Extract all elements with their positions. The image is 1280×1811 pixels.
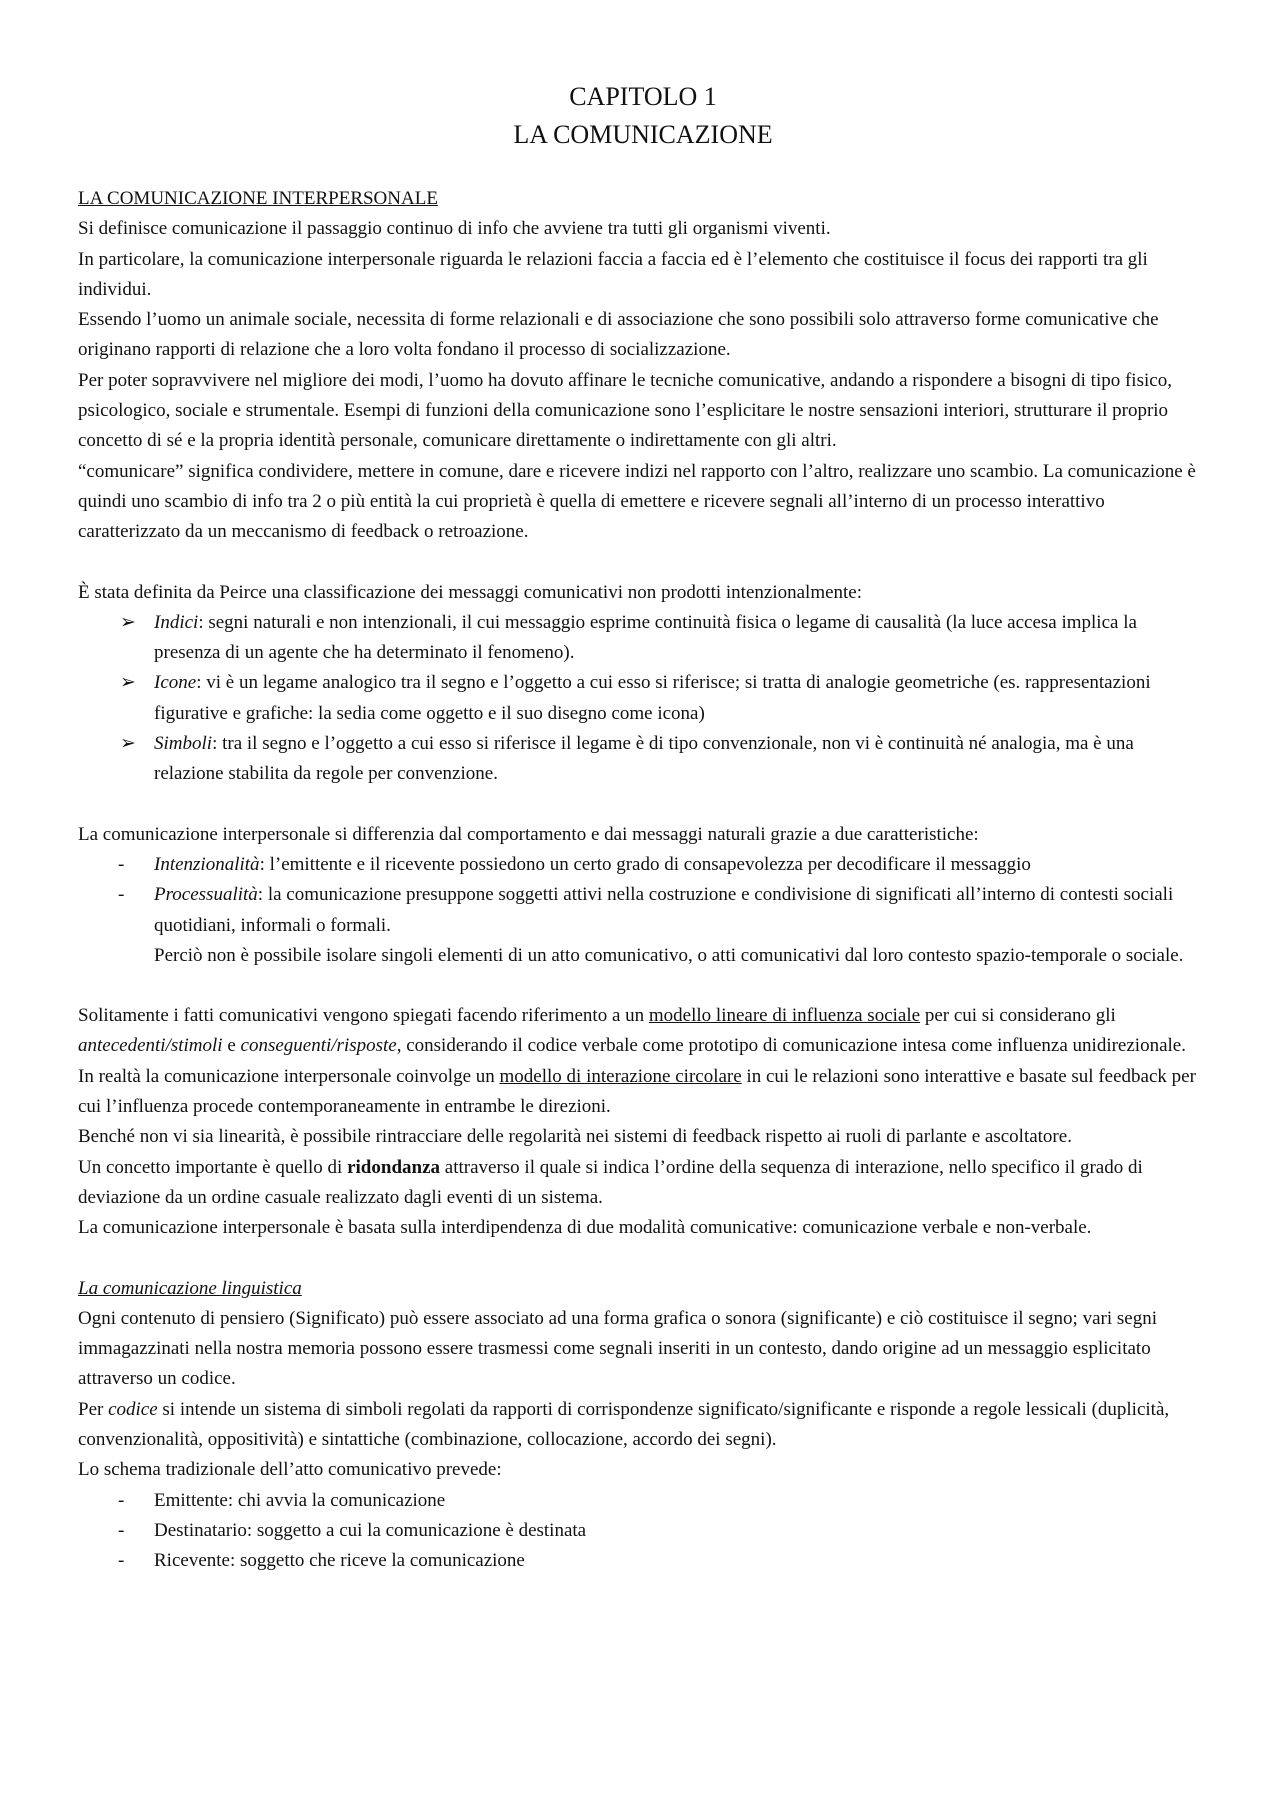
- paragraph-codice: Per codice si intende un sistema di simboli regolati da rapporti di corrispondenze significato/significante e risponde a regole lessicali (duplicità, convenzionalità, oppositività) e sintattiche (combinazione, collocazione, accordo dei segni).: [78, 1398, 1170, 1450]
- list-item-text: : l’emittente e il ricevente possiedono un certo grado di consapevolezza per decodificare il messaggio: [259, 853, 1031, 875]
- list-item: [78, 1546, 1208, 1576]
- underlined-term: modello lineare di influenza sociale: [648, 1005, 921, 1027]
- list-item-term: Icone: [154, 672, 197, 694]
- paragraph-models-1: Solitamente i fatti comunicativi vengono spiegati facendo riferimento a un modello lineare di influenza sociale per cui si considerano gli antecedenti/stimoli e conseguenti/risposte, considerando il codice verbale come prototipo di comunicazione intesa come influenza unidirezionale.: [78, 1005, 1186, 1057]
- paragraph-features-intro: La comunicazione interpersonale si differenzia dal comportamento e dai messaggi naturali grazie a due caratteristiche:: [78, 823, 979, 845]
- list-item-text: Emittente: chi avvia la comunicazione: [154, 1489, 446, 1511]
- paragraph: “comunicare” significa condividere, mettere in comune, dare e ricevere indizi nel rapporto con l’altro, realizzare uno scambio. La comunicazione è quindi uno scambio di info tra 2 o più entità la cui proprietà è quella di emettere e ricevere segnali all’interno di un processo interattivo caratterizzato da un meccanismo di feedback o retroazione.: [78, 460, 1196, 543]
- dash-bullet: -: [118, 1489, 125, 1511]
- schema-list: [78, 1486, 1208, 1577]
- paragraph-models-2: In realtà la comunicazione interpersonale coinvolge un modello di interazione circolare in cui le relazioni sono interattive e basate sul feedback per cui l’influenza procede contemporaneamente in entrambe le direzioni.: [78, 1065, 1196, 1118]
- page-content: [78, 78, 1208, 1576]
- italic-term: antecedenti/stimoli: [78, 1035, 223, 1057]
- paragraph: La comunicazione interpersonale è basata sulla interdipendenza di due modalità comunicative: comunicazione verbale e non-verbale.: [78, 1217, 1092, 1239]
- list-item-term: Indici: [154, 611, 199, 633]
- peirce-list: [78, 608, 1208, 790]
- list-item-text: : la comunicazione presuppone soggetti attivi nella costruzione e condivisione di significati all’interno di contesti sociali quotidiani, informali o formali.: [154, 884, 1174, 936]
- dash-bullet: -: [118, 1519, 125, 1541]
- list-item-text: Destinatario: soggetto a cui la comunicazione è destinata: [154, 1519, 587, 1541]
- section-heading-linguistica: La comunicazione linguistica: [78, 1277, 302, 1299]
- arrow-bullet-icon: ➢: [120, 611, 136, 633]
- arrow-bullet-icon: ➢: [120, 733, 136, 755]
- list-item: [78, 1486, 1208, 1516]
- list-item-term: Intenzionalità: [154, 853, 260, 875]
- list-item: [78, 1516, 1208, 1546]
- section-heading-interpersonale: LA COMUNICAZIONE INTERPERSONALE: [78, 188, 438, 209]
- list-item-term: Processualità: [154, 884, 258, 906]
- chapter-title: LA COMUNICAZIONE: [513, 120, 773, 149]
- chapter-number: CAPITOLO 1: [569, 82, 717, 111]
- dash-bullet: -: [118, 884, 125, 906]
- paragraph-ridondanza: Un concetto importante è quello di ridondanza attraverso il quale si indica l’ordine della sequenza di interazione, nello specifico il grado di deviazione da un ordine casuale realizzato dagli eventi di un sistema.: [78, 1156, 1143, 1208]
- list-continuation: Perciò non è possibile isolare singoli elementi di un atto comunicativo, o atti comunicativi dal loro contesto spazio-temporale o sociale.: [154, 944, 1184, 966]
- list-item-text: : segni naturali e non intenzionali, il cui messaggio esprime continuità fisica o legame di causalità (la luce accesa implica la presenza di un agente che ha determinato il fenomeno).: [154, 611, 1137, 664]
- paragraph: Benché non vi sia linearità, è possibile rintracciare delle regolarità nei sistemi di feedback rispetto ai ruoli di parlante e ascoltatore.: [78, 1126, 1072, 1148]
- list-item: [78, 608, 1208, 669]
- list-item-term: Simboli: [154, 733, 213, 755]
- list-item: [78, 729, 1208, 790]
- dash-bullet: -: [118, 1550, 125, 1572]
- bold-term: ridondanza: [347, 1156, 441, 1178]
- italic-term: conseguenti/risposte: [240, 1035, 397, 1057]
- list-item-text: : vi è un legame analogico tra il segno e l’oggetto a cui esso si riferisce; si tratta di analogie geometriche (es. rappresentazioni figurative e grafiche: la sedia come oggetto e il suo disegno come icona): [154, 672, 1151, 724]
- list-item: [78, 850, 1208, 880]
- paragraph: Essendo l’uomo un animale sociale, necessita di forme relazionali e di associazione che sono possibili solo attraverso forme comunicative che originano rapporti di relazione che a loro volta fondano il processo di socializzazione.: [78, 309, 1159, 361]
- paragraph: Si definisce comunicazione il passaggio continuo di info che avviene tra tutti gli organismi viventi.: [78, 218, 831, 240]
- italic-term: codice: [108, 1398, 158, 1420]
- list-item: [78, 668, 1208, 729]
- features-list: [78, 850, 1208, 941]
- paragraph: Lo schema tradizionale dell’atto comunicativo prevede:: [78, 1459, 502, 1481]
- dash-bullet: -: [118, 853, 125, 875]
- arrow-bullet-icon: ➢: [120, 672, 136, 694]
- paragraph: In particolare, la comunicazione interpersonale riguarda le relazioni faccia a faccia ed è l’elemento che costituisce il focus dei rapporti tra gli individui.: [78, 248, 1148, 300]
- paragraph: Per poter sopravvivere nel migliore dei modi, l’uomo ha dovuto affinare le tecniche comunicative, andando a rispondere a bisogni di tipo fisico, psicologico, sociale e strumentale. Esempi di funzioni della comunicazione sono l’esplicitare le nostre sensazioni interiori, strutturare il proprio concetto di sé e la propria identità personale, comunicare direttamente o indirettamente con gli altri.: [78, 369, 1172, 452]
- list-item-text: : tra il segno e l’oggetto a cui esso si riferisce il legame è di tipo convenzionale, non vi è continuità né analogia, ma è una relazione stabilita da regole per convenzione.: [154, 733, 1134, 785]
- list-item-text: Ricevente: soggetto che riceve la comunicazione: [154, 1550, 525, 1572]
- paragraph-peirce-intro: È stata definita da Peirce una classificazione dei messaggi comunicativi non prodotti intenzionalmente:: [78, 581, 863, 603]
- underlined-term: modello di interazione circolare: [499, 1065, 742, 1087]
- list-item: [78, 880, 1208, 941]
- paragraph: Ogni contenuto di pensiero (Significato) può essere associato ad una forma grafica o sonora (significante) e ciò costituisce il segno; vari segni immagazzinati nella nostra memoria possono essere trasmessi come segnali inseriti in un contesto, dando origine ad un messaggio esplicitato attraverso un codice.: [78, 1307, 1157, 1390]
